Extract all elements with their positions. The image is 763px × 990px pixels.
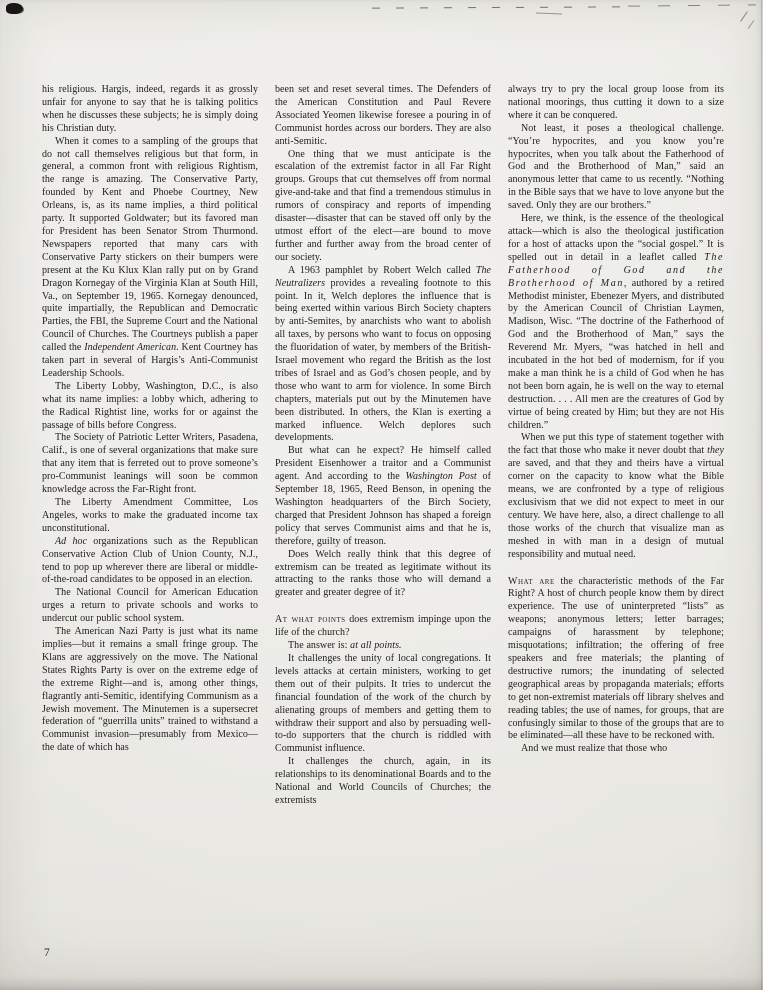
scan-ink-blob [6,3,23,14]
text-run: The National Council for American Education urges a return to private schools and works to undercut our public school system. [42,587,258,625]
text-run: One thing that we must anticipate is the escalation of the extremist factor in all Far Right groups. Groups that cut themselves off from normal give-and-take and that find a tremendous stimulus in rumors of conspiracy and reports of impending disaster—disaster that can be staved off only by the utmost effort of the elect—are bound to move further and further away from the broad center of our society. [275,148,491,263]
text-run: When we put this type of statement together with the fact that those who make it never doubt that [508,432,724,457]
paragraph [275,149,491,265]
text-column-middle [275,84,491,968]
scan-edge-line [761,0,762,990]
text-column-right [508,84,724,968]
paragraph [275,549,491,601]
paragraph [275,640,491,653]
scan-scratch-marks [628,4,756,6]
text-run: The American Nazi Party is just what its name implies—but it remains a small fringe group. The Klans are aggressively on the move. The National States Rights Party is over on the extreme edge of the extreme Right—and is, among other things, flagrantly anti-Semitic, identifying Communism as a Jewish movement. The Minutemen is a supersecret federation of “guerrilla units” trained to withstand a Communist invasion—presumably from Mexico—the date of which has [42,626,258,754]
text-run: organizations such as the Republican Conservative Action Club of Union County, N.J., tend to pop up wherever there are liberal or middle-of-the-road candidates to be opposed in an election. [42,535,258,586]
paragraph [508,743,724,756]
scan-bottom-shade [0,976,763,990]
paragraph [42,84,258,136]
text-run: The answer is: [288,640,351,652]
text-run: they [707,445,724,457]
paragraph [42,587,258,626]
text-run: What are [508,575,555,587]
text-run: But what can he expect? He himself called President Eisenhower a traitor and a Communist agent. And according to the [275,445,491,483]
text-run: A 1963 pamphlet by Robert Welch called [288,264,476,276]
page-number: 7 [44,947,50,959]
text-run: The Liberty Lobby, Washington, D.C., is also what its name implies: a lobby which, adhering to the Radical Rightist line, works for or against the passage of bills before Congress. [42,380,258,431]
text-run: Does Welch really think that this degree of extremism can be treated as legitimate without its attracting to the ranks those who will demand a greater and greater degree of it? [275,548,491,599]
paragraph [275,756,491,808]
text-run: When it comes to a sampling of the groups that do not call themselves religious but that form, in general, a common front with religious Rightism, the range is amazing. The Conservative Party, founded by Kent and Phoebe Courtney, New Orleans, is, as its name implies, a third political party. It supported Goldwater; but its favored man for President has been Senator Strom Thurmond. Newspapers reported that many cars with Conservative Party stickers on their bumpers were present at the Ku Klux Klan rally put on by Grand Dragon Kornegay of the Virginia Klan at South Hill, Va., on September 19, 1965. Kornegay denounced, quite impartially, the Republican and Democratic Parties, the FBI, the Supreme Court and the National Council of Churches. The Courtneys publish a paper called the [42,135,258,354]
text-run: It challenges the unity of local congregations. It levels attacks at certain ministers, working to get them out of their pulpits. It tries to undercut the financial foundation of the work of the church by alienating groups of members and getting them to withdraw their support and also by persuading well-to-do supporters that the church is riddled with Communist influence. [275,652,491,755]
text-run: the characteristic methods of the Far Right? A host of church people know them by direct experience. The use of uninterpreted “lists” as weapons; anonymous letters; letter barrages; campaigns of harassment by telephone; misquotations; infiltration; the offering of free speakers and free materials; the planting of destructive rumors; the inundating of selected geographical areas by propaganda materials; efforts to get non-extremist materials off library shelves and reading tables; the use of names, for groups, that are confusingly similar to those of the groups that are to be eliminated—all these have to be reckoned with. [508,575,724,742]
paragraph [42,432,258,497]
text-run: , authored by a retired Methodist minister, Ebenezer Myers, and distributed by the American Council of Christian Laymen, Madison, Wisc. “The doctrine of the Fatherhood of God and the Brotherhood of Man,” says the Reverend Mr. Myers, “was hatched in hell and incubated in the hot bed of modernism, for if you make a man think he is a child of God when he has not been born again, he is well on the way to eternal destruction. . . . All men are the creatures of God by virtue of being created by Him; but they are not His children.” [508,277,724,431]
text-run: does extremism impinge upon the life of the church? [275,614,491,639]
text-run: are saved, and that they and theirs have a virtual corner on the capacity to know what the Bible means, we are confronted by a type of religious exclusivism that we did not expect to meet in our century. We have here, also, a direct challenge to all those works of the church that visualize man as meshed in with man in a design of mutual responsibility and mutual need. [508,458,724,560]
paragraph [508,576,724,744]
text-column-left [42,84,258,968]
text-run: And we must realize that those who [521,743,668,755]
paragraph [275,265,491,446]
text-run: The Neutralizers [275,264,491,289]
text-run: his religious. Hargis, indeed, regards it as grossly unfair for anyone to say that he is talking politics when he discusses these subjects; he is simply doing his Christian duty. [42,84,258,134]
scan-scratch-marks [536,13,562,15]
paragraph [42,381,258,433]
text-run: The Liberty Amendment Committee, Los Angeles, works to make the graduated income tax unconstitutional. [42,497,258,534]
paragraph [508,213,724,432]
text-run: Independent American [84,342,177,354]
paragraph [275,84,491,149]
text-run: always try to pry the local group loose from its national moorings, thus cutting it down to a size where it can be conquered. [508,84,724,121]
paragraph [42,136,258,381]
paragraph [42,497,258,536]
paragraph [42,536,258,588]
text-run: at all points. [350,640,402,652]
text-run: Washington Post [405,471,477,483]
text-columns [42,84,724,968]
scan-corner-mark [748,20,755,29]
paragraph [508,432,724,561]
text-run: Not least, it poses a theological challenge. “You’re hypocrites, and you know you’re hypocrites, when you talk about the Fatherhood of God and the Brotherhood of Man,” said an anonymous letter that came to us recently. “Nothing in the Bible says that we have to love anyone but the saved. Only they are our brothers.” [508,122,724,212]
text-run: been set and reset several times. The Defenders of the American Constitution and Paul Revere Associated Yeomen likewise foresee a pouring in of Communist hordes across our borders. They are also anti-Semitic. [275,84,491,147]
paragraph [275,614,491,640]
paragraph [508,84,724,123]
text-run: The Society of Patriotic Letter Writers, Pasadena, Calif., is one of several organizations that make sure that any item that is ferreted out to prove someone’s pro-Communist leanings will soon be common knowledge across the Far-Right front. [42,432,258,496]
text-run: At what points [275,614,346,626]
text-run: . Kent Courtney has taken part in several of Hargis’s Anti-Communist Leadership Schools. [42,342,258,379]
paragraph [275,445,491,548]
paragraph [275,653,491,756]
paragraph [508,123,724,213]
text-run: The Fatherhood of God and the Brotherhood of Man [508,251,724,289]
scan-corner-mark [740,11,748,21]
paragraph [42,626,258,755]
text-run: It challenges the church, again, in its relationships to its denominational Boards and to the National and World Councils of Churches; the extremists [275,756,491,806]
text-run: of September 18, 1965, Reed Benson, in opening the Washington headquarters of the Birch Society, charged that President Johnson has shaped a foreign policy that serves Communist aims and that he is, therefore, guilty of treason. [275,471,491,547]
text-run: Here, we think, is the essence of the theological attack—which is also the theological justification for a host of attacks upon the “social gospel.” It is spelled out in detail in a leaflet called [508,213,724,263]
scan-scratch-marks [372,6,622,8]
text-run: Ad hoc [55,535,88,547]
text-run: provides a revealing footnote to this point. In it, Welch deplores the influence that is being exerted within various Birch Society chapters by anti-Semites, by anarchists who want to abolish all taxes, by persons who want to focus on opposing the fluoridation of water, by members of the British-Israel movement who regard the British as the lost tribes of Israel and as God’s chosen people, and by those who want to arm for violence. In some Birch chapters, materials put out by the Minutemen have been distributed. In others, the Klan is exerting a marked influence. Welch deplores such developments. [275,277,491,444]
